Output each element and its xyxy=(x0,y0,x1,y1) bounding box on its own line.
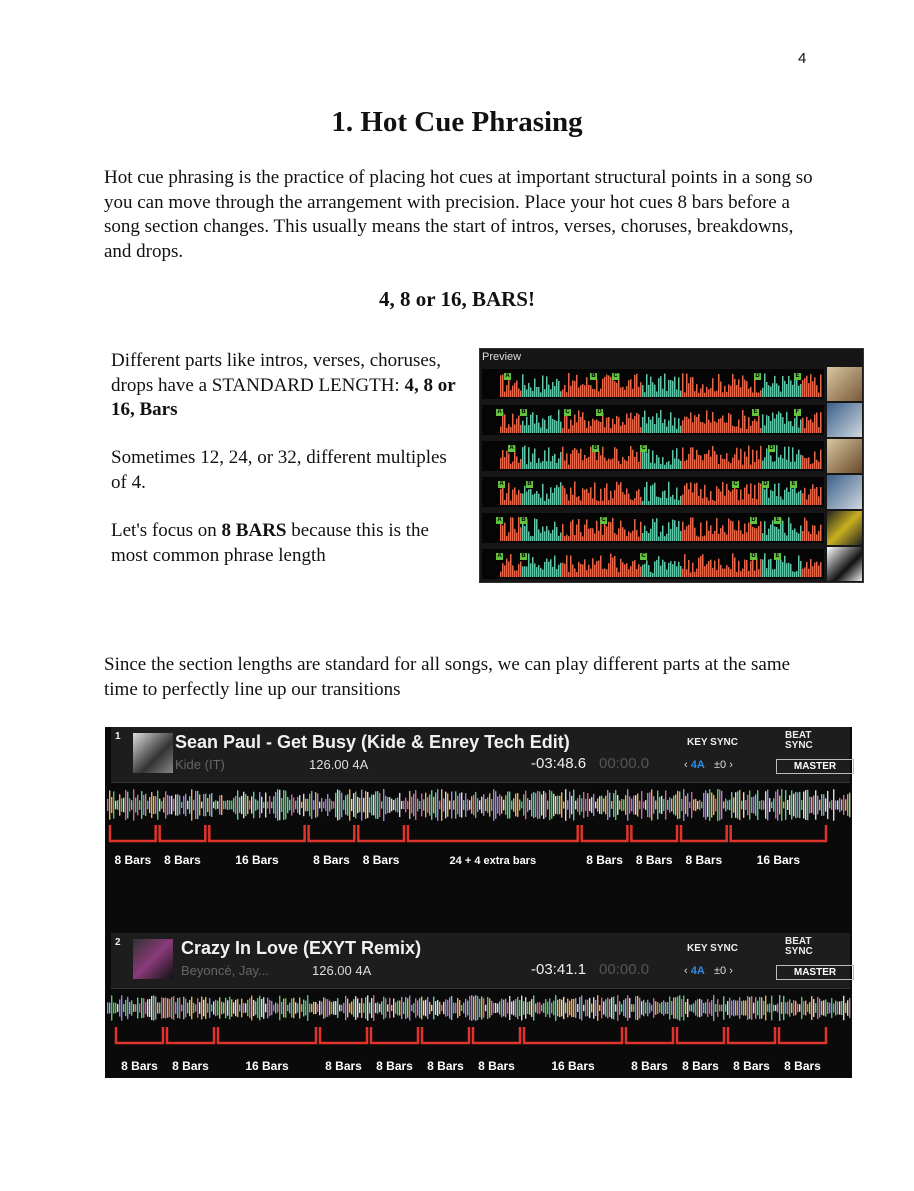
phrase-bracket xyxy=(473,1027,520,1043)
hot-cue-marker[interactable]: C xyxy=(613,373,618,379)
hot-cue-marker[interactable]: E xyxy=(795,373,800,379)
hot-cue-marker[interactable]: E xyxy=(775,553,780,559)
phrase-length-label: 8 Bars xyxy=(172,1059,209,1073)
phrase-bracket xyxy=(728,1027,775,1043)
phrase-bracket xyxy=(677,1027,724,1043)
hot-cue-marker[interactable]: C xyxy=(641,445,646,451)
phrase-bracket xyxy=(167,1027,214,1043)
phrase-length-label: 24 + 4 extra bars xyxy=(449,855,537,867)
hot-cue-marker[interactable]: A xyxy=(505,373,510,379)
preview-waveform xyxy=(482,405,824,435)
phrase-length-label: 16 Bars xyxy=(235,853,279,867)
deck-2-header xyxy=(111,933,850,989)
album-art xyxy=(133,939,173,979)
phrase-bracket xyxy=(358,825,404,841)
phrase-bracket xyxy=(218,1027,316,1043)
remaining-time: -03:41.1 xyxy=(531,961,587,978)
hot-cue-marker[interactable]: A xyxy=(497,409,502,415)
intro-paragraph: Hot cue phrasing is the practice of placing hot cues at important structural points in a song so you can move through the arrangement with precision. Place your hot cues 8 bars before a song section changes. This usually means the start of intros, verses, choruses, breakdowns, and drops. xyxy=(104,167,813,262)
phrase-length-label: 8 Bars xyxy=(362,853,400,867)
preview-track-row[interactable] xyxy=(482,549,824,579)
album-art xyxy=(133,733,173,773)
phrase-bracket xyxy=(116,1027,163,1043)
preview-track-row[interactable] xyxy=(482,405,824,435)
chevron-left-icon[interactable]: ‹ xyxy=(684,759,688,771)
key-value: 4A xyxy=(690,965,705,977)
phrase-bracket xyxy=(160,825,206,841)
deck-panel xyxy=(105,727,852,1078)
phrase-bracket xyxy=(582,825,628,841)
chevron-right-icon[interactable]: › xyxy=(729,965,733,977)
key-adjust[interactable] xyxy=(684,965,733,977)
key-value: 4A xyxy=(690,759,705,771)
hot-cue-marker[interactable]: E xyxy=(753,409,758,415)
key-sync-button[interactable]: KEY SYNC xyxy=(687,943,738,954)
hot-cue-marker[interactable]: B xyxy=(521,517,526,523)
phrase-length-label: 8 Bars xyxy=(325,1059,362,1073)
side-paragraph-2: Sometimes 12, 24, or 32, different multiples of 4. xyxy=(111,447,447,493)
hot-cue-marker[interactable]: A xyxy=(497,517,502,523)
preview-track-row[interactable] xyxy=(482,513,824,543)
phrase-bracket xyxy=(731,825,826,841)
phrase-length-label: 8 Bars xyxy=(685,853,723,867)
hot-cue-marker[interactable]: A xyxy=(497,553,502,559)
hot-cue-marker[interactable]: D xyxy=(755,373,760,379)
beat-sync-button[interactable]: BEAT SYNC xyxy=(785,936,813,957)
phrase-bracket xyxy=(681,825,727,841)
phrase-bracket xyxy=(209,825,304,841)
remaining-time: -03:48.6 xyxy=(531,755,587,772)
hot-cue-marker[interactable]: D xyxy=(769,445,774,451)
hot-cue-marker[interactable]: C xyxy=(733,481,738,487)
key-adjust[interactable] xyxy=(684,759,733,771)
phrase-length-label: 8 Bars xyxy=(313,853,350,867)
track-thumbnail xyxy=(827,403,862,437)
section-heading: 1. Hot Cue Phrasing xyxy=(331,106,583,138)
deck-1-header xyxy=(111,727,850,783)
phrase-length-label: 16 Bars xyxy=(551,1059,595,1073)
phrase-length-label: 8 Bars xyxy=(631,1059,668,1073)
preview-track-row[interactable] xyxy=(482,441,824,471)
preview-title: Preview xyxy=(482,351,522,363)
track-thumbnail xyxy=(827,511,862,545)
phrase-bracket xyxy=(631,825,677,841)
track-thumbnail xyxy=(827,475,862,509)
phrase-bracket xyxy=(626,1027,673,1043)
phrase-length-label: 8 Bars xyxy=(121,1059,158,1073)
hot-cue-marker[interactable]: C xyxy=(641,553,646,559)
chevron-left-icon[interactable]: ‹ xyxy=(684,965,688,977)
preview-waveform xyxy=(482,477,824,507)
master-button[interactable]: MASTER xyxy=(776,759,854,774)
bpm-key: 126.00 4A xyxy=(309,757,369,772)
deck-1-phrase-brackets xyxy=(105,823,852,873)
deck-number: 1 xyxy=(115,731,121,742)
track-thumbnail xyxy=(827,439,862,473)
track-artist: Beyoncé, Jay... xyxy=(181,963,269,978)
preview-panel xyxy=(479,348,864,583)
hot-cue-marker[interactable]: F xyxy=(795,409,800,415)
hot-cue-marker[interactable]: E xyxy=(791,481,796,487)
master-button[interactable]: MASTER xyxy=(776,965,854,980)
preview-track-row[interactable] xyxy=(482,477,824,507)
hot-cue-marker[interactable]: A xyxy=(499,481,504,487)
preview-track-row[interactable] xyxy=(482,369,824,399)
hot-cue-marker[interactable]: A xyxy=(509,445,514,451)
preview-waveform xyxy=(482,549,824,579)
phrase-length-label: 8 Bars xyxy=(784,1059,821,1073)
chevron-right-icon[interactable]: › xyxy=(729,759,733,771)
hot-cue-marker[interactable]: B xyxy=(593,445,598,451)
pitch-value: ±0 xyxy=(713,965,727,977)
phrase-bracket xyxy=(524,1027,622,1043)
page-number: 4 xyxy=(798,50,807,67)
phrase-length-label: 8 Bars xyxy=(478,1059,515,1073)
preview-waveform xyxy=(482,369,824,399)
track-artist: Kide (IT) xyxy=(175,757,225,772)
hot-cue-marker[interactable]: C xyxy=(601,517,606,523)
side-paragraph-3: Let's focus on 8 BARS because this is the most common phrase length xyxy=(111,520,429,566)
phrase-length-label: 16 Bars xyxy=(245,1059,289,1073)
side-paragraph-1: Different parts like intros, verses, choruses, drops have a STANDARD LENGTH: 4, 8 or 16, Bars xyxy=(111,350,456,420)
phrase-length-label: 8 Bars xyxy=(586,853,623,867)
pitch-value: ±0 xyxy=(713,759,727,771)
phrase-bracket xyxy=(408,825,578,841)
track-title: Sean Paul - Get Busy (Kide & Enrey Tech Edit) xyxy=(175,732,570,752)
hot-cue-marker[interactable]: B xyxy=(521,409,526,415)
phrase-length-label: 8 Bars xyxy=(376,1059,413,1073)
phrase-length-label: 8 Bars xyxy=(164,853,201,867)
deck-number: 2 xyxy=(115,937,121,948)
key-sync-button[interactable]: KEY SYNC xyxy=(687,737,738,748)
track-thumbnail xyxy=(827,547,862,581)
hot-cue-marker[interactable]: D xyxy=(751,517,756,523)
bpm-key: 126.00 4A xyxy=(312,963,372,978)
hot-cue-marker[interactable]: B xyxy=(591,373,596,379)
phrase-length-label: 8 Bars xyxy=(733,1059,770,1073)
phrase-bracket xyxy=(779,1027,826,1043)
hot-cue-marker[interactable]: D xyxy=(751,553,756,559)
track-thumbnail xyxy=(827,367,862,401)
elapsed-time: 00:00.0 xyxy=(599,755,650,772)
beat-sync-button[interactable]: BEAT SYNC xyxy=(785,730,813,751)
preview-waveform xyxy=(482,513,824,543)
hot-cue-marker[interactable]: C xyxy=(565,409,570,415)
phrase-bracket xyxy=(309,825,355,841)
hot-cue-marker[interactable]: D xyxy=(763,481,768,487)
phrase-length-label: 8 Bars xyxy=(635,853,673,867)
phrase-length-label: 8 Bars xyxy=(682,1059,719,1073)
hot-cue-marker[interactable]: D xyxy=(597,409,602,415)
phrase-bracket xyxy=(422,1027,469,1043)
elapsed-time: 00:00.0 xyxy=(599,961,650,978)
hot-cue-marker[interactable]: B xyxy=(521,553,526,559)
track-title: Crazy In Love (EXYT Remix) xyxy=(181,938,422,958)
phrase-length-label: 8 Bars xyxy=(427,1059,464,1073)
hot-cue-marker[interactable]: B xyxy=(527,481,532,487)
deck-2-phrase-brackets xyxy=(105,1025,852,1075)
phrase-bracket xyxy=(110,825,156,841)
hot-cue-marker[interactable]: E xyxy=(775,517,780,523)
phrase-length-label: 8 Bars xyxy=(114,853,152,867)
bars-subheading: 4, 8 or 16, BARS! xyxy=(379,287,535,311)
phrase-length-label: 16 Bars xyxy=(756,853,801,867)
phrase-bracket xyxy=(320,1027,367,1043)
phrase-bracket xyxy=(371,1027,418,1043)
transition-paragraph: Since the section lengths are standard for all songs, we can play different parts at the same time to perfectly line up our transitions xyxy=(104,654,791,700)
